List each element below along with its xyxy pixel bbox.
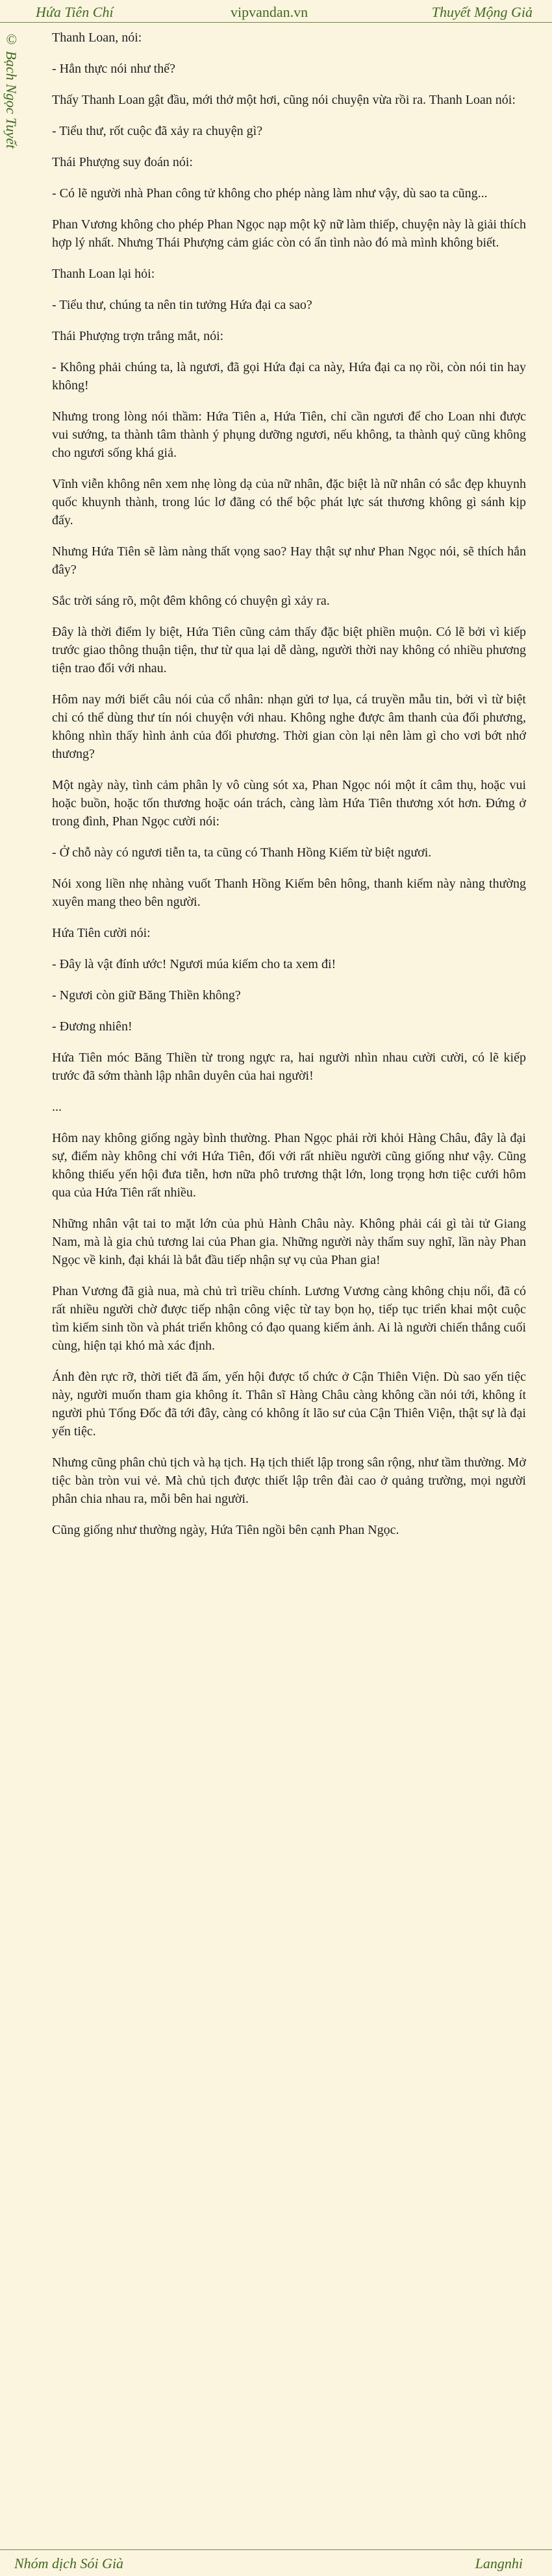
paragraph: Nói xong liền nhẹ nhàng vuốt Thanh Hồng Kiếm bên hông, thanh kiếm này nàng thường xuyên mang theo bên người. — [52, 877, 526, 909]
site-name[interactable]: vipvandan.vn — [231, 4, 308, 20]
paragraph: Hứa Tiên móc Băng Thiền từ trong ngực ra, hai người nhìn nhau cười cười, có lẽ kiếp trước đã sớm thành lập nhân duyên của hai người! — [52, 1051, 526, 1083]
paragraph: Những nhân vật tai to mặt lớn của phủ Hành Châu này. Không phải cái gì tài tử Giang Nam, mà là gia chủ tương lai của Phan gia. Những người này thẩm suy nghĩ, lần này Phan Ngọc về kinh, đại khái là bắt đầu tiếp nhận sự vụ của Phan gia! — [52, 1217, 526, 1267]
story-text — [52, 29, 526, 1552]
paragraph: Nhưng cũng phân chủ tịch và hạ tịch. Hạ tịch thiết lập trong sân rộng, như tầm thường. Mở tiệc bàn tròn vui vẻ. Mà chủ tịch được thiết lập trên đài cao ở quảng trường, mọi người phân chia nhau ra, mỗi bên hai người. — [52, 1455, 526, 1506]
paragraph: - Ở chỗ này có ngươi tiễn ta, ta cũng có Thanh Hồng Kiếm từ biệt ngươi. — [52, 845, 432, 860]
paragraph: Thái Phượng suy đoán nói: — [52, 155, 193, 169]
paragraph: - Ngươi còn giữ Băng Thiền không? — [52, 988, 241, 1002]
paragraph: Phan Vương không cho phép Phan Ngọc nạp một kỹ nữ làm thiếp, chuyện này là giải thích hợp lý nhất. Nhưng Thái Phượng cảm giác còn có ẩn tình nào đó mà mình không biết. — [52, 217, 526, 250]
paragraph: - Hẳn thực nói như thế? — [52, 62, 175, 76]
translator-credit: Nhóm dịch Sói Già — [14, 2555, 124, 2571]
page-footer — [0, 2549, 552, 2576]
paragraph: Nhưng Hứa Tiên sẽ làm nàng thất vọng sao? Hay thật sự như Phan Ngọc nói, sẽ thích hắn đây? — [52, 544, 526, 577]
paragraph: - Đương nhiên! — [52, 1019, 132, 1034]
paragraph: Cũng giống như thường ngày, Hứa Tiên ngồi bên cạnh Phan Ngọc. — [52, 1523, 399, 1537]
paragraph: - Tiểu thư, rốt cuộc đã xảy ra chuyện gì? — [52, 124, 263, 138]
paragraph: Một ngày này, tình cảm phân ly vô cùng sót xa, Phan Ngọc nói một ít câm thụ, hoặc vui hoặc buồn, hoặc tốn thương hoặc oán trách, càng làm Hứa Tiên thương xót hơn. Đứng ở trong đình, Phan Ngọc cười nói: — [52, 778, 526, 829]
paragraph: Ánh đèn rực rỡ, thời tiết đã ấm, yến hội được tổ chức ở Cận Thiên Viện. Dù sao yến tiệc này, người muốn tham gia không ít. Thân sĩ Hàng Châu càng không cần nói tới, không ít người phủ Tống Đốc đã tới đây, càng có không ít lão sư của Cận Thiên Viện, thật sự là đại yến tiệc. — [52, 1370, 526, 1439]
page-header — [0, 0, 552, 23]
paragraph: Thấy Thanh Loan gật đầu, mới thở một hơi, cũng nói chuyện vừa rồi ra. Thanh Loan nói: — [52, 93, 516, 107]
paragraph: Thanh Loan lại hỏi: — [52, 267, 155, 281]
paragraph: Sắc trời sáng rõ, một đêm không có chuyện gì xảy ra. — [52, 594, 330, 608]
paragraph: Vĩnh viễn không nên xem nhẹ lòng dạ của nữ nhân, đặc biệt là nữ nhân có sắc đẹp khuynh quốc khuynh thành, trong lúc lơ đãng có thể bộc phát lực sát thương không gì sánh kịp đấy. — [52, 477, 526, 528]
paragraph: - Không phải chúng ta, là ngươi, đã gọi Hứa đại ca này, Hứa đại ca nọ rồi, còn nói tin hay không! — [52, 360, 526, 393]
paragraph: - Có lẽ người nhà Phan công tử không cho phép nàng làm như vậy, dù sao ta cũng... — [52, 186, 488, 200]
side-copyright — [3, 31, 22, 200]
paragraph: Thanh Loan, nói: — [52, 30, 142, 45]
paragraph: - Tiểu thư, chúng ta nên tin tưởng Hứa đại ca sao? — [52, 298, 312, 312]
paragraph: Hứa Tiên cười nói: — [52, 926, 151, 940]
paragraph: Hôm nay không giống ngày bình thường. Phan Ngọc phải rời khỏi Hàng Châu, đây là đại sự, điểm này không chỉ với Hứa Tiên, đối với rất nhiều người cũng giống như vậy. Cũng không thiếu yến hội đưa tiễn, hơn nữa phô trương thật lớn, long trọng hơn tiệc cưới hôm qua của Hứa Tiên rất nhiều. — [52, 1131, 526, 1200]
copyright-text: © Bạch Ngọc Tuyết — [3, 31, 19, 149]
paragraph: Hôm nay mới biết câu nói của cổ nhân: nhạn gửi tơ lụa, cá truyền mẫu tin, bởi vì từ biệt chỉ có thể dùng thư tín nói chuyện với nhau. Không nghe được âm thanh của đối phương, không nhìn thấy hình ảnh của đối phương. Thời gian còn lại nên làm gì cho vơi bớt nhớ thương? — [52, 692, 526, 761]
paragraph: Nhưng trong lòng nói thầm: Hứa Tiên a, Hứa Tiên, chỉ cần ngươi để cho Loan nhi được vui sướng, ta thành tâm thành ý phụng dưỡng ngươi, nếu không, ta thành quỷ cũng không cho ngươi sống khá giả. — [52, 409, 526, 460]
editor-credit: Langnhi — [475, 2555, 523, 2571]
paragraph: Đây là thời điểm ly biệt, Hứa Tiên cũng cảm thấy đặc biệt phiền muộn. Có lẽ bởi vì kiếp trước giao thông thuận tiện, thư từ qua lại dễ dàng, người thời nay không có nhiều phương tiện trao đổi với nhau. — [52, 625, 526, 675]
paragraph: ... — [52, 1100, 62, 1114]
paragraph: Thái Phượng trợn trắng mắt, nói: — [52, 329, 224, 343]
chapter-title: Thuyết Mộng Giả — [431, 4, 533, 20]
paragraph: - Đây là vật đính ước! Ngươi múa kiếm cho ta xem đi! — [52, 957, 336, 971]
paragraph: Phan Vương đã già nua, mà chủ trì triều chính. Lương Vương càng không chịu nổi, đã có rất nhiều người chờ được tiếp nhận công việc từ tay bọn họ, tiếp tục triển khai một cuộc tìm kiếm sinh tồn và phát triển không có đạo quang kiếm ảnh. Ai là người chiến thắng cuối cùng, hiện tại khó mà xác định. — [52, 1284, 526, 1353]
book-title: Hứa Tiên Chí — [36, 4, 114, 20]
